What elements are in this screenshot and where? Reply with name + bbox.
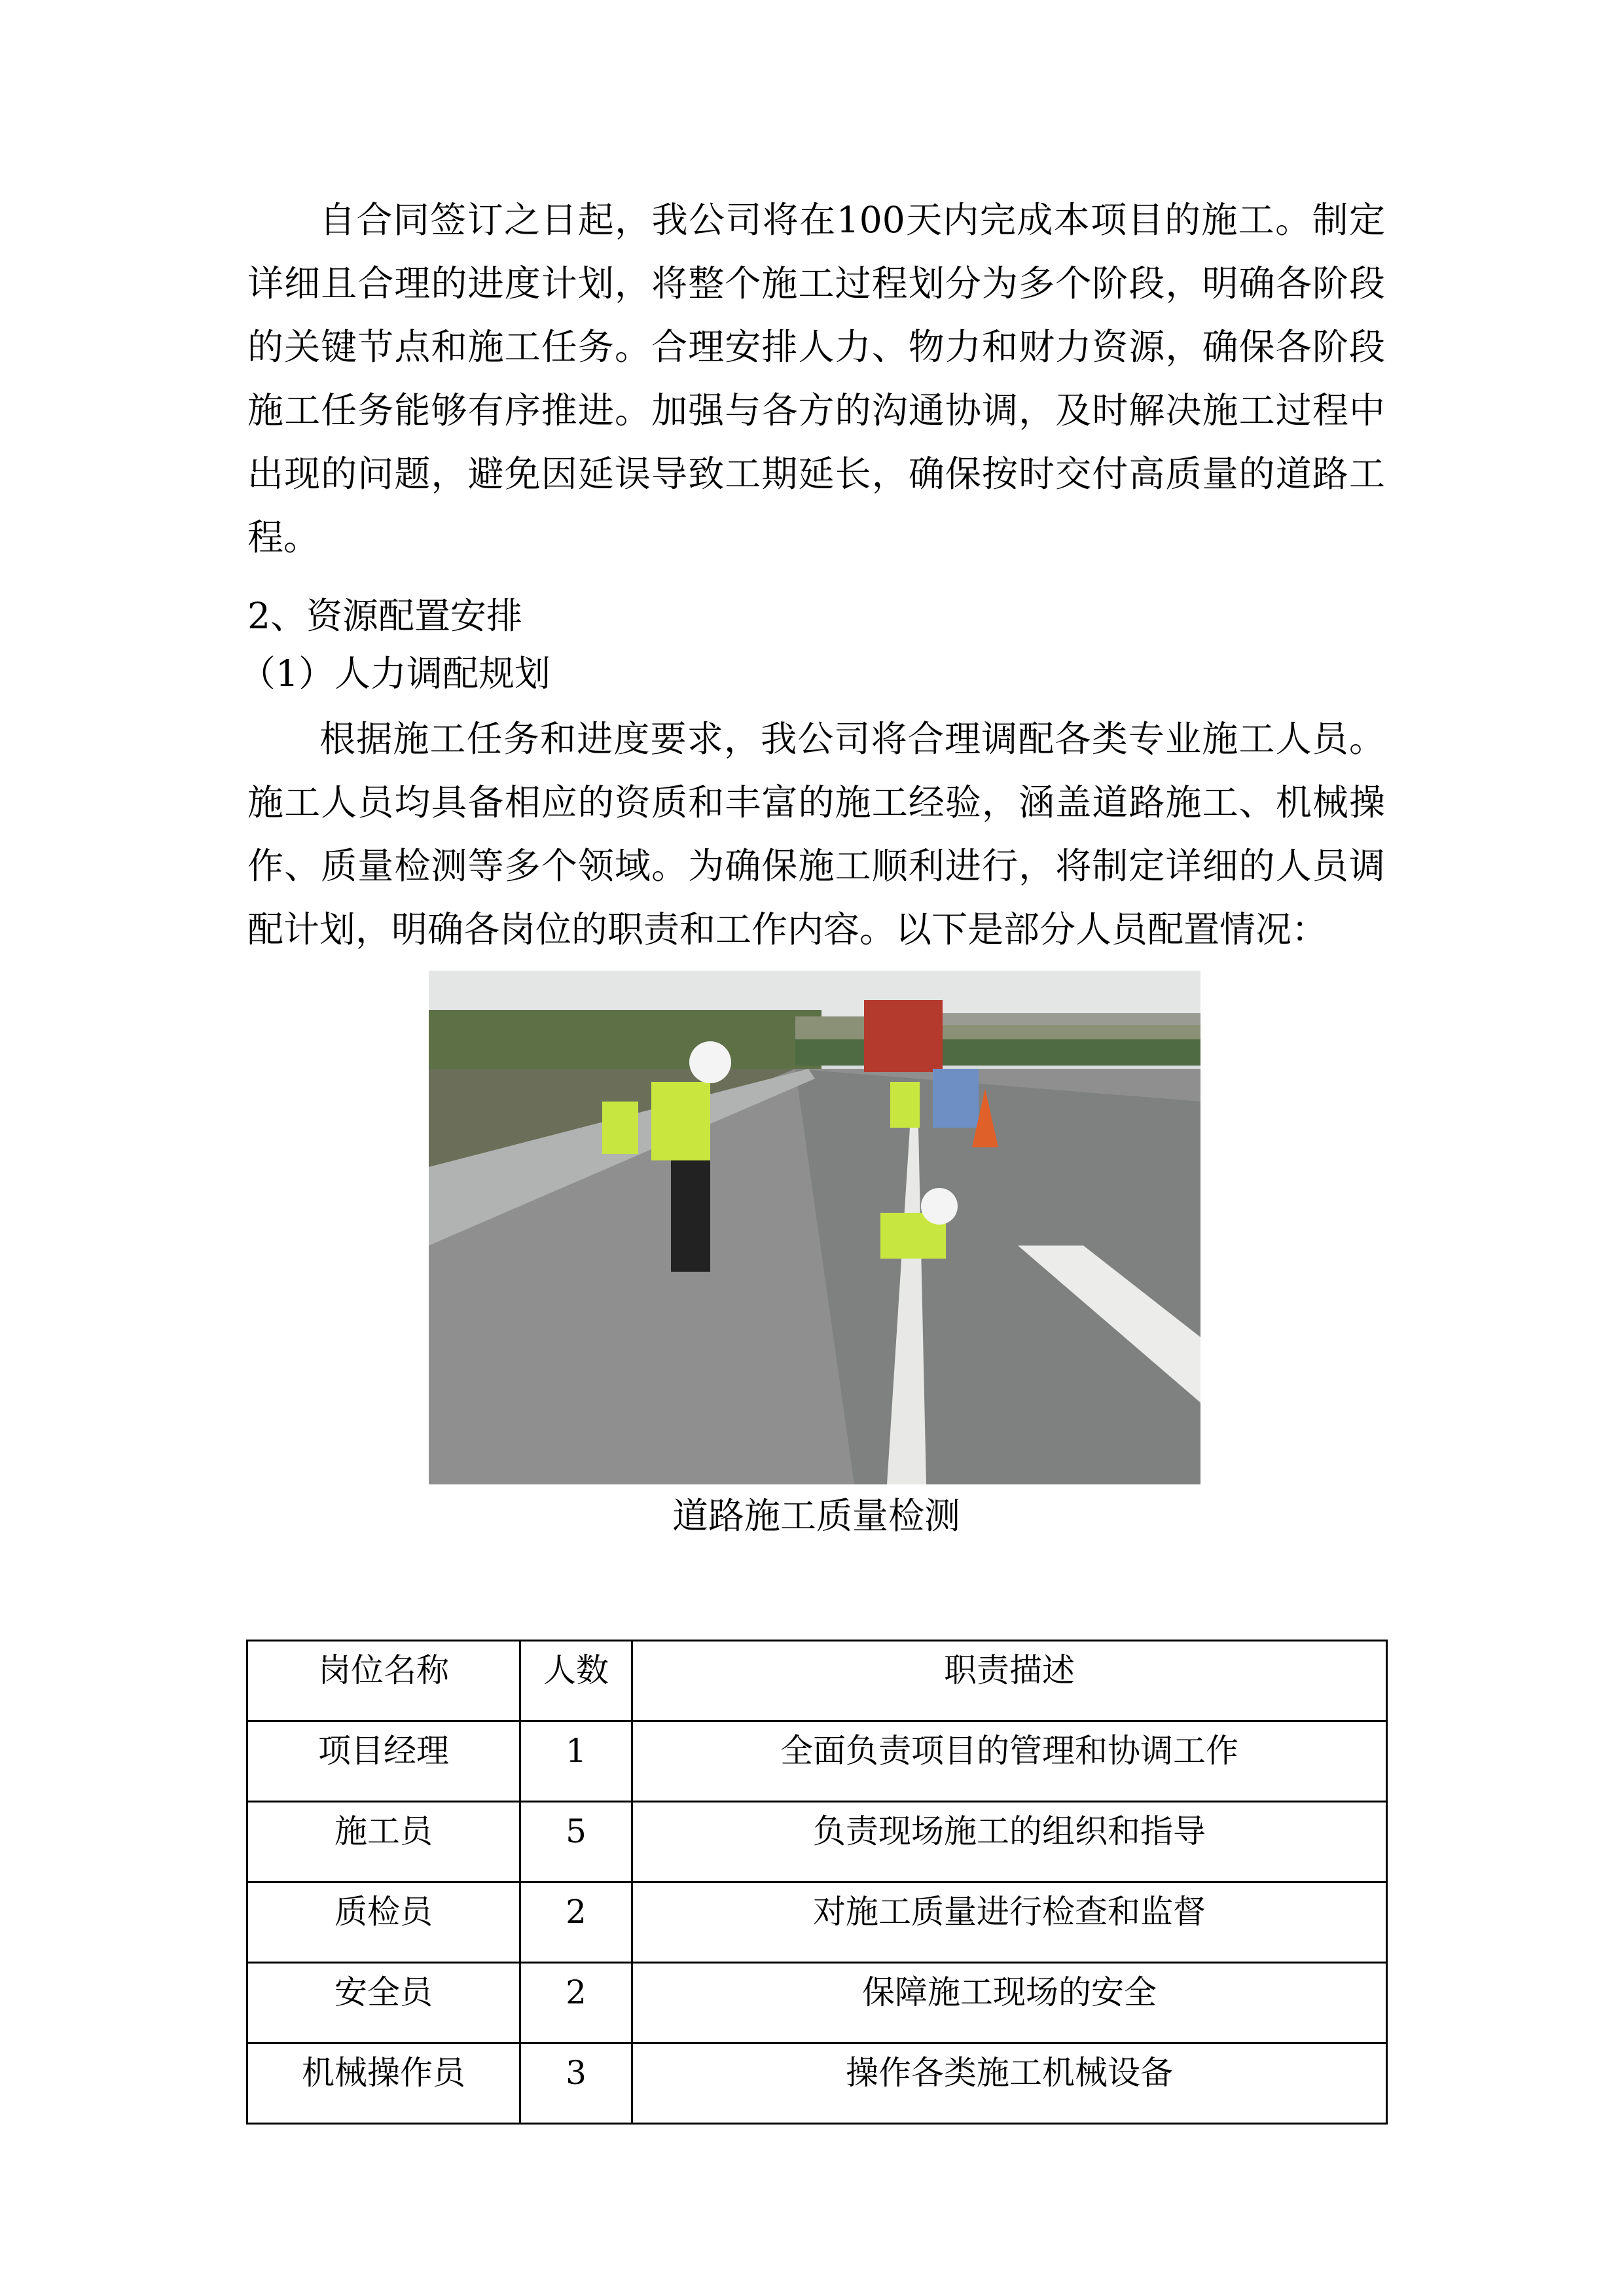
road-inspection-photo	[429, 971, 1200, 1484]
cell-duties: 保障施工现场的安全	[632, 1963, 1387, 2043]
header-position: 岗位名称	[247, 1641, 520, 1721]
cell-position: 项目经理	[247, 1721, 520, 1802]
staffing-table	[246, 1640, 1388, 2125]
cell-duties: 操作各类施工机械设备	[632, 2043, 1387, 2124]
table-row	[247, 1721, 1387, 1802]
cell-position: 施工员	[247, 1802, 520, 1882]
subsection-heading: （1）人力调配规划	[240, 653, 550, 694]
cell-duties: 负责现场施工的组织和指导	[632, 1802, 1387, 1882]
paragraph-schedule: 自合同签订之日起，我公司将在100天内完成本项目的施工。制定详细且合理的进度计划，将整个施工过程划分为多个阶段，明确各阶段的关键节点和施工任务。合理安排人力、物力和财力资源，确保各阶段施工任务能够有序推进。加强与各方的沟通协调，及时解决施工过程中出现的问题，避免因延误导致工期延长，确保按时交付高质量的道路工程。	[247, 199, 1385, 558]
cell-count: 5	[520, 1802, 632, 1882]
cell-duties: 全面负责项目的管理和协调工作	[632, 1721, 1387, 1802]
table-row	[247, 1802, 1387, 1882]
figure-caption: 道路施工质量检测	[672, 1495, 960, 1537]
cell-position: 质检员	[247, 1882, 520, 1963]
header-count: 人数	[520, 1641, 632, 1721]
paragraph-staffing: 根据施工任务和进度要求，我公司将合理调配各类专业施工人员。施工人员均具备相应的资质和丰富的施工经验，涵盖道路施工、机械操作、质量检测等多个领域。为确保施工顺利进行，将制定详细的人员调配计划，明确各岗位的职责和工作内容。以下是部分人员配置情况：	[247, 718, 1385, 950]
table-header-row	[247, 1641, 1387, 1721]
cell-count: 1	[520, 1721, 632, 1802]
cell-count: 2	[520, 1882, 632, 1963]
table-row	[247, 2043, 1387, 2124]
cell-position: 安全员	[247, 1963, 520, 2043]
header-duties: 职责描述	[632, 1641, 1387, 1721]
page-content	[240, 0, 1385, 2125]
cell-duties: 对施工质量进行检查和监督	[632, 1882, 1387, 1963]
table-row	[247, 1963, 1387, 2043]
cell-position: 机械操作员	[247, 2043, 520, 2124]
cell-count: 2	[520, 1963, 632, 2043]
table-row	[247, 1882, 1387, 1963]
cell-count: 3	[520, 2043, 632, 2124]
section-heading: 2、资源配置安排	[247, 595, 522, 637]
